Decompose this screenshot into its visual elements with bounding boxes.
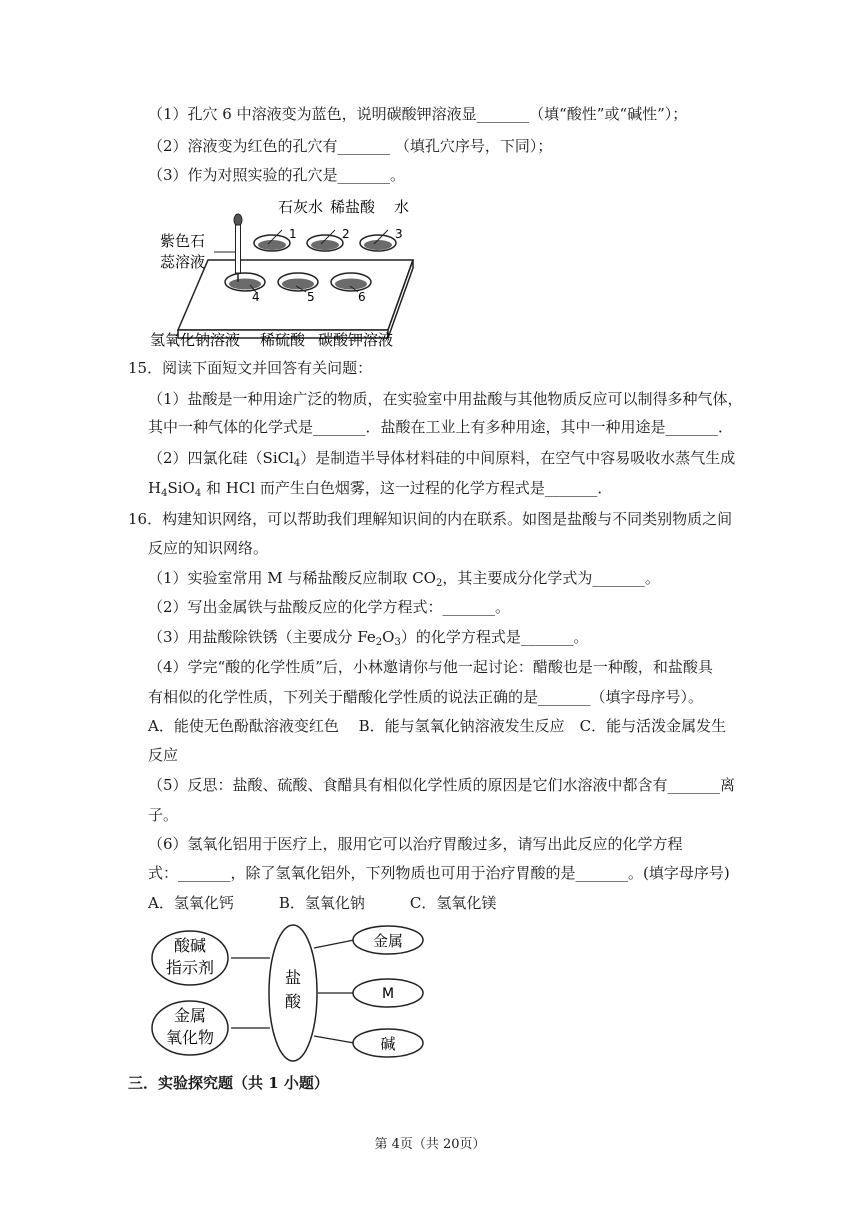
q16-part5-line2: 子。 — [148, 806, 179, 824]
q16-part1: （1）实验室常用 M 与稀盐酸反应制取 $CO_2$，其主要成分化学式为_______。 — [148, 569, 660, 589]
hole-number-6: 6 — [358, 290, 366, 304]
acid-text-2: 酸 — [284, 992, 302, 1011]
base-text: 碱 — [380, 1035, 396, 1053]
label-litmus-line2: 蕊溶液 — [160, 253, 206, 271]
q16-title-line2: 反应的知识网络。 — [148, 539, 269, 557]
q16-part3: （3）用盐酸除铁锈（主要成分 $Fe_2O_3$）的化学方程式是_______。 — [148, 628, 589, 648]
q14-part2: （2）溶液变为红色的孔穴有_______ （填孔穴序号，下同）； — [148, 137, 553, 155]
q15-title: 15．阅读下面短文并回答有关问题： — [128, 359, 373, 377]
page-footer: 第 4页（共 20页） — [374, 1137, 486, 1152]
acid-text-1: 盐 — [284, 968, 302, 987]
hole-number-1: 1 — [289, 227, 297, 241]
q16-part6-line1: （6）氢氧化铝用于医疗上，服用它可以治疗胃酸过多，请写出此反应的化学方程 — [148, 835, 683, 853]
label-dilute-hcl: 稀盐酸 — [330, 198, 376, 216]
hole-5 — [278, 273, 318, 291]
hole-3 — [360, 235, 396, 251]
q16-part2: （2）写出金属铁与盐酸反应的化学方程式：_______。 — [148, 598, 511, 616]
q16-title-line1: 16．构建知识网络，可以帮助我们理解知识间的内在联系。如图是盐酸与不同类别物质之间 — [128, 510, 733, 528]
q16-part6-options: A．氢氧化钙 B．氢氧化钠 C．氢氧化镁 — [148, 894, 497, 912]
q15-part2-line2: $H_4SiO_4$ 和 HCl 而产生白色烟雾，这一过程的化学方程式是_______． — [148, 479, 613, 499]
q14-part3: （3）作为对照实验的孔穴是_______。 — [148, 166, 406, 184]
hole-4 — [225, 273, 265, 291]
label-k2co3: 碳酸钾溶液 — [318, 331, 394, 349]
label-dilute-h2so4: 稀硫酸 — [260, 331, 306, 349]
hole-number-2: 2 — [342, 227, 350, 241]
metal-text: 金属 — [372, 932, 404, 950]
label-naoh: 氢氧化钠溶液 — [150, 331, 241, 349]
indicator-text-2: 指示剂 — [165, 958, 215, 977]
hcl-knowledge-network — [148, 918, 433, 1068]
dropper-icon — [234, 214, 242, 282]
q14-part1: （1）孔穴 6 中溶液变为蓝色，说明碳酸钾溶液显_______（填“酸性”或“碱性”）； — [148, 105, 688, 123]
label-limewater: 石灰水 — [278, 198, 324, 216]
oxide-text-1: 金属 — [173, 1006, 207, 1025]
q15-part1-line1: （1）盐酸是一种用途广泛的物质，在实验室中用盐酸与其他物质反应可以制得多种气体， — [148, 390, 743, 408]
oxide-text-2: 氧化物 — [165, 1028, 215, 1047]
q16-part5-line1: （5）反思：盐酸、硫酸、食醋具有相似化学性质的原因是它们水溶液中都含有_______离 — [148, 776, 736, 794]
hole-6 — [331, 273, 371, 291]
q16-part4-line1: （4）学完“酸的化学性质”后，小林邀请你与他一起讨论：醋酸也是一种酸，和盐酸具 — [148, 658, 713, 676]
hole-number-5: 5 — [307, 290, 315, 304]
indicator-text-1: 酸碱 — [173, 936, 207, 955]
label-water: 水 — [394, 198, 410, 216]
q15-part2-line1: （2）四氯化硅（SiCl$_4$）是制造半导体材料硅的中间原料，在空气中容易吸收水蒸气生成 — [148, 449, 736, 469]
q16-part4-options-cont: 反应 — [148, 746, 179, 764]
hole-1 — [254, 235, 290, 251]
q16-part4-line2: 有相似的化学性质，下列关于醋酸化学性质的说法正确的是_______（填字母序号）。 — [148, 688, 704, 706]
well-plate-figure — [150, 190, 415, 350]
q16-part6-line2: 式：_______，除了氢氧化铝外，下列物质也可用于治疗胃酸的是_______。(填字母序号) — [148, 864, 730, 882]
q16-part4-options: A．能使无色酚酞溶液变红色 B．能与氢氧化钠溶液发生反应 C．能与活泼金属发生 — [148, 717, 727, 735]
m-text: M — [381, 986, 395, 1002]
hole-number-4: 4 — [252, 290, 260, 304]
label-litmus-line1: 紫色石 — [160, 232, 206, 250]
hole-2 — [307, 235, 343, 251]
q15-part1-line2: 其中一种气体的化学式是_______．盐酸在工业上有多种用途，其中一种用途是_______． — [148, 418, 734, 436]
section-3-heading: 三．实验探究题（共 1 小题） — [128, 1074, 329, 1092]
hole-number-3: 3 — [395, 227, 403, 241]
